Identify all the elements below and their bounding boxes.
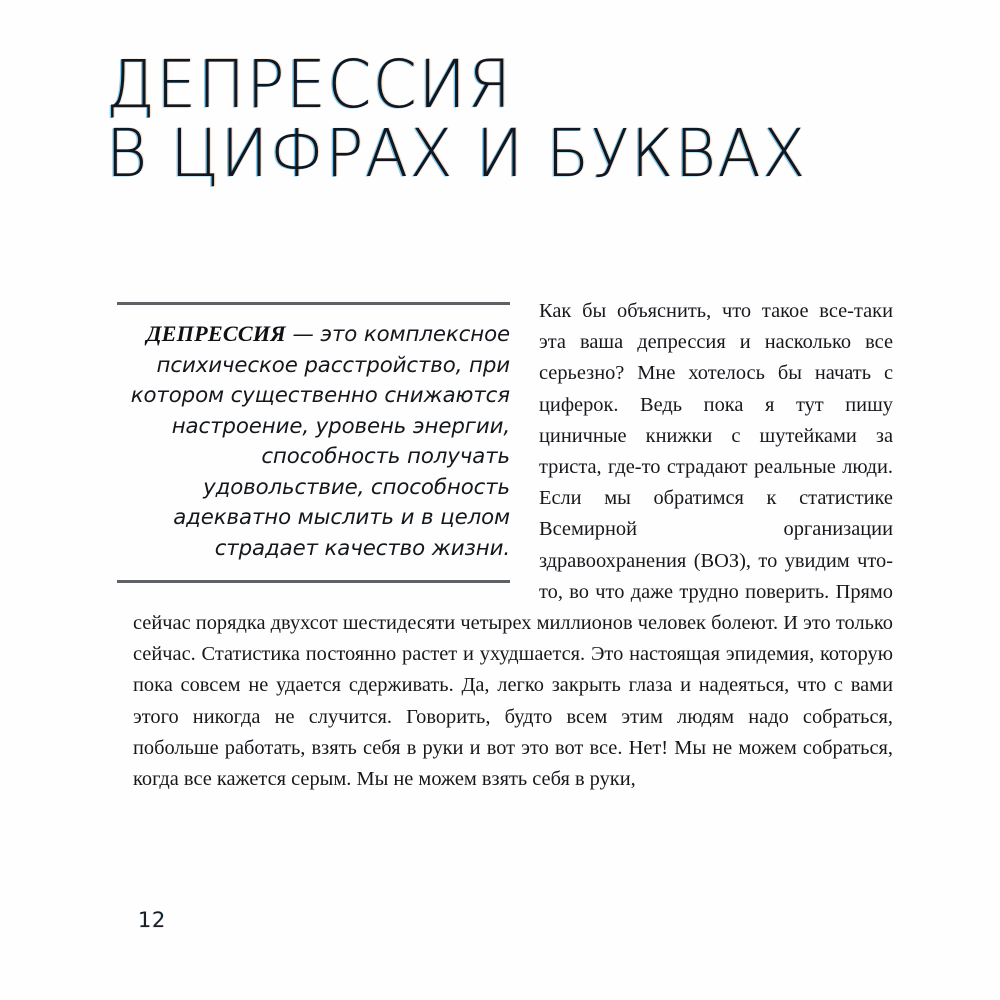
definition-text: это комплексное психическое расстройство, при котором существенно снижаются настроение, уровень энергии, способность получать удовольствие, способность адекватно мыслить и в целом страдает качество жизни.	[130, 322, 510, 561]
definition-dash: —	[285, 322, 321, 347]
page-content	[130, 296, 893, 795]
page-title-line-2: В ЦИФРАХ И БУКВАХ	[106, 115, 807, 192]
definition-callout	[117, 302, 510, 583]
definition-term: ДЕПРЕССИЯ	[146, 321, 286, 346]
page-number: 12	[138, 908, 166, 932]
page-title-line-1: ДЕПРЕССИЯ	[106, 46, 513, 123]
definition-callout-body	[117, 305, 510, 580]
page-title	[106, 46, 906, 192]
body-paragraph: Как бы объяснить, что такое все-таки эта ваша депрессия и насколько все серьезно? Мне хотелось бы начать с циферок. Ведь пока я тут пишу циничные книжки с шутейками за триста, где-то страдают реальные люди. Если мы обратимся к статистике Всемирной организации здравоохранения (ВОЗ), то увидим что-то, во что даже трудно поверить. Прямо сейчас порядка двухсот шестидесяти четырех миллионов человек болеют. И это только сейчас. Статистика постоянно растет и ухудшается. Это настоящая эпидемия, которую пока совсем не удается сдерживать. Да, легко закрыть глаза и надеяться, что с вами этого никогда не случится. Говорить, будто всем этим людям надо собраться, побольше работать, взять себя в руки и вот это вот все. Нет! Мы не можем собраться, когда все кажется серым. Мы не можем взять себя в руки,	[133, 300, 893, 791]
